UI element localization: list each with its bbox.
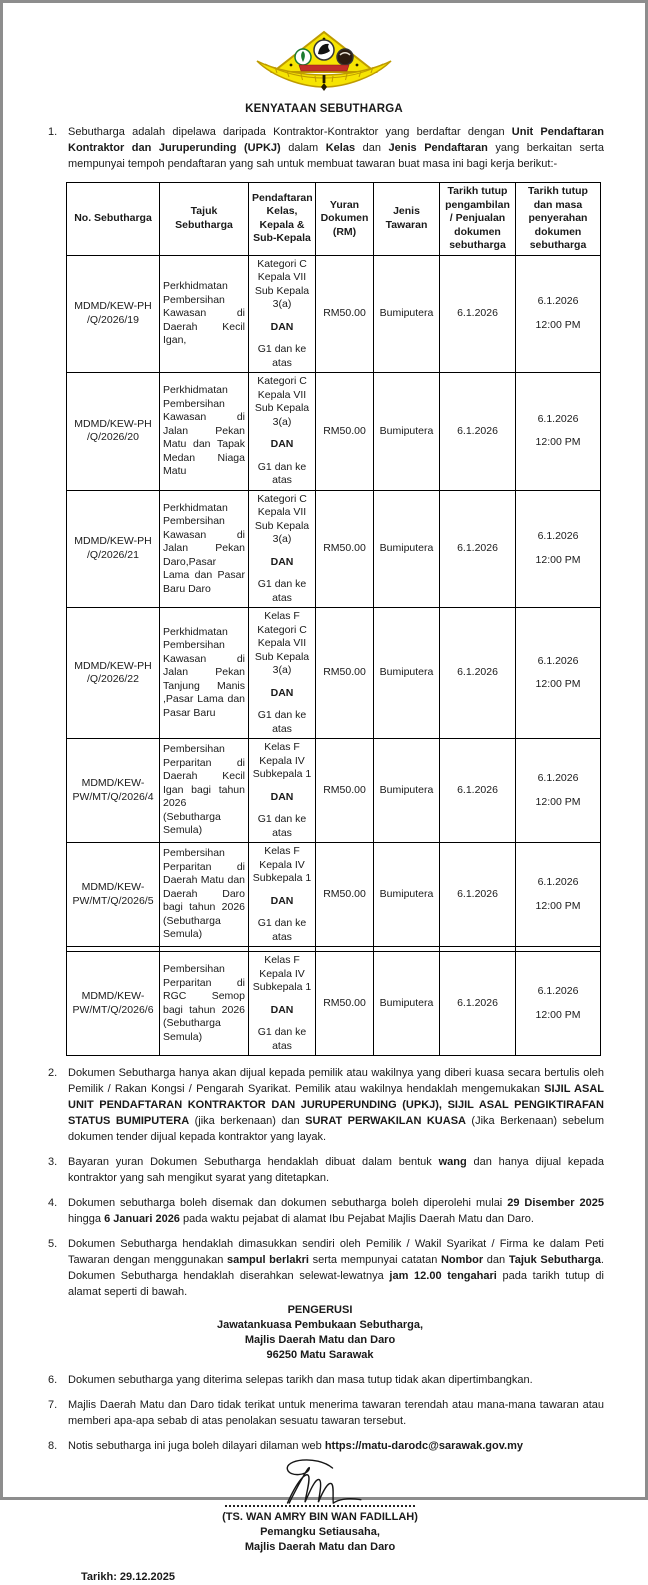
- column-header: Pendaftaran Kelas, Kepala & Sub-Kepala: [249, 183, 316, 256]
- signature-block: [65, 1458, 575, 1555]
- cell-tarikh-tutup: 6.1.2026: [440, 843, 516, 947]
- cell-yuran: RM50.00: [316, 952, 374, 1056]
- cell-yuran: RM50.00: [316, 739, 374, 843]
- paragraph-number: 3.: [48, 1156, 58, 1168]
- cell-yuran: RM50.00: [316, 608, 374, 739]
- table-row: [67, 373, 601, 491]
- paragraph-number: 4.: [48, 1197, 58, 1209]
- signatory-name: (TS. WAN AMRY BIN WAN FADILLAH): [222, 1511, 418, 1523]
- cell-penyerahan: 6.1.2026 12:00 PM: [516, 608, 601, 739]
- cell-pendaftaran: Kelas F Kepala IV Subkepala 1 DAN G1 dan ke atas: [249, 739, 316, 843]
- tender-table: [66, 182, 601, 1056]
- intro-paragraph: [48, 124, 604, 172]
- table-header-row: [67, 183, 601, 256]
- paragraph-number: 5.: [48, 1238, 58, 1250]
- paragraph-text: Sebutharga adalah dipelawa daripada Kontraktor-Kontraktor yang berdaftar dengan Unit Pendaftaran Kontraktor dan Juruperunding (UPKJ) dalam Kelas dan Jenis Pendaftaran yang berkaitan serta mempunyai tempoh pendaftaran yang sah untuk membuat tawaran buat masa ini bagi kerja berikut:-: [68, 126, 604, 170]
- cell-tajuk: Perkhidmatan Pembersihan Kawasan di Jalan Pekan Daro,Pasar Lama dan Pasar Baru Daro: [160, 490, 249, 608]
- paragraph-text: Notis sebutharga ini juga boleh dilayari dilaman web https://matu-darodc@sarawak.gov.my: [68, 1440, 524, 1452]
- paragraph-number: 8.: [48, 1440, 58, 1452]
- paragraph-number: 6.: [48, 1374, 58, 1386]
- note-item: [48, 1372, 604, 1388]
- cell-pendaftaran: Kelas F Kepala IV Subkepala 1 DAN G1 dan ke atas: [249, 952, 316, 1056]
- paragraph-text: Dokumen Sebutharga hendaklah dimasukkan sendiri oleh Pemilik / Wakil Syarikat / Firma ke dalam Peti Tawaran dengan menggunakan sampul berlakri serta mempunyai catatan Nombor dan Tajuk Sebutharga. Dokumen Sebutharga hendaklah diserahkan selewat-lewatnya jam 12.00 tengahari pada tarikh tutup di alamat seperti di bawah.: [68, 1238, 604, 1298]
- cell-pendaftaran: Kategori C Kepala VII Sub Kepala 3(a) DAN G1 dan ke atas: [249, 373, 316, 491]
- document-date: Tarikh: 29.12.2025: [81, 1571, 175, 1583]
- council-crest-logo: [255, 27, 393, 91]
- paragraph-number: 7.: [48, 1399, 58, 1411]
- cell-tajuk: Perkhidmatan Pembersihan Kawasan di Jalan Pekan Matu dan Tapak Medan Niaga Matu: [160, 373, 249, 491]
- column-header: Yuran Dokumen (RM): [316, 183, 374, 256]
- cell-no-sebutharga: MDMD/KEW-PH /Q/2026/22: [67, 608, 160, 739]
- cell-no-sebutharga: MDMD/KEW- PW/MT/Q/2026/6: [67, 952, 160, 1056]
- note-item: [48, 1154, 604, 1186]
- column-header: Jenis Tawaran: [374, 183, 440, 256]
- cell-jenis-tawaran: Bumiputera: [374, 608, 440, 739]
- cell-tajuk: Perkhidmatan Pembersihan Kawasan di Daerah Kecil Igan,: [160, 255, 249, 373]
- note-item: [48, 1195, 604, 1227]
- column-header: Tarikh tutup dan masa penyerahan dokumen sebutharga: [516, 183, 601, 256]
- cell-penyerahan: 6.1.2026 12:00 PM: [516, 255, 601, 373]
- address-block: [65, 1303, 575, 1363]
- document-body: [3, 124, 645, 1585]
- cell-tarikh-tutup: 6.1.2026: [440, 490, 516, 608]
- cell-pendaftaran: Kelas F Kategori C Kepala VII Sub Kepala 3(a) DAN G1 dan ke atas: [249, 608, 316, 739]
- paragraph-text: Dokumen sebutharga yang diterima selepas tarikh dan masa tutup tidak akan dipertimbangkan.: [68, 1374, 533, 1386]
- paragraph-number: 2.: [48, 1067, 58, 1079]
- table-row: [67, 490, 601, 608]
- cell-tarikh-tutup: 6.1.2026: [440, 373, 516, 491]
- page-title: KENYATAAN SEBUTHARGA: [245, 103, 403, 115]
- cell-yuran: RM50.00: [316, 373, 374, 491]
- cell-pendaftaran: Kategori C Kepala VII Sub Kepala 3(a) DAN G1 dan ke atas: [249, 255, 316, 373]
- cell-penyerahan: 6.1.2026 12:00 PM: [516, 843, 601, 947]
- cell-tajuk: Pembersihan Perparitan di RGC Semop bagi tahun 2026 (Sebutharga Semula): [160, 952, 249, 1056]
- cell-pendaftaran: Kelas F Kepala IV Subkepala 1 DAN G1 dan ke atas: [249, 843, 316, 947]
- cell-jenis-tawaran: Bumiputera: [374, 373, 440, 491]
- cell-tarikh-tutup: 6.1.2026: [440, 739, 516, 843]
- notes-section-a: [48, 1065, 604, 1300]
- paragraph-text: Majlis Daerah Matu dan Daro tidak terikat untuk menerima tawaran terendah atau mana-mana tawaran atau memberi apa-apa sebab di atas penolakan sesuatu tawaran tersebut.: [68, 1399, 604, 1427]
- cell-yuran: RM50.00: [316, 843, 374, 947]
- signature-dotted-line: [225, 1505, 415, 1507]
- note-item: [48, 1065, 604, 1145]
- notes-section-b: [48, 1372, 604, 1454]
- logo-container: [3, 27, 645, 91]
- address-line: Majlis Daerah Matu dan Daro: [244, 1334, 396, 1346]
- cell-no-sebutharga: MDMD/KEW-PH /Q/2026/21: [67, 490, 160, 608]
- address-line: 96250 Matu Sarawak: [266, 1349, 374, 1361]
- cell-no-sebutharga: MDMD/KEW-PH /Q/2026/19: [67, 255, 160, 373]
- cell-yuran: RM50.00: [316, 490, 374, 608]
- table-row: [67, 843, 601, 947]
- cell-jenis-tawaran: Bumiputera: [374, 490, 440, 608]
- cell-jenis-tawaran: Bumiputera: [374, 255, 440, 373]
- cell-pendaftaran: Kategori C Kepala VII Sub Kepala 3(a) DAN G1 dan ke atas: [249, 490, 316, 608]
- cell-no-sebutharga: MDMD/KEW- PW/MT/Q/2026/5: [67, 843, 160, 947]
- cell-penyerahan: 6.1.2026 12:00 PM: [516, 739, 601, 843]
- cell-tajuk: Perkhidmatan Pembersihan Kawasan di Jalan Pekan Tanjung Manis ,Pasar Lama dan Pasar Baru: [160, 608, 249, 739]
- address-line: Jawatankuasa Pembukaan Sebutharga,: [216, 1319, 424, 1331]
- cell-jenis-tawaran: Bumiputera: [374, 739, 440, 843]
- cell-jenis-tawaran: Bumiputera: [374, 843, 440, 947]
- cell-tarikh-tutup: 6.1.2026: [440, 608, 516, 739]
- signatory-organisation: Majlis Daerah Matu dan Daro: [244, 1541, 396, 1553]
- cell-tajuk: Pembersihan Perparitan di Daerah Kecil Igan bagi tahun 2026 (Sebutharga Semula): [160, 739, 249, 843]
- column-header: Tajuk Sebutharga: [160, 183, 249, 256]
- cell-penyerahan: 6.1.2026 12:00 PM: [516, 490, 601, 608]
- cell-tajuk: Pembersihan Perparitan di Daerah Matu dan Daerah Daro bagi tahun 2026 (Sebutharga Semula): [160, 843, 249, 947]
- cell-tarikh-tutup: 6.1.2026: [440, 255, 516, 373]
- address-line: PENGERUSI: [287, 1304, 353, 1316]
- cell-jenis-tawaran: Bumiputera: [374, 952, 440, 1056]
- note-item: [48, 1397, 604, 1429]
- signatory-role: Pemangku Setiausaha,: [260, 1526, 380, 1538]
- cell-penyerahan: 6.1.2026 12:00 PM: [516, 373, 601, 491]
- paragraph-number: 1.: [48, 126, 58, 138]
- cell-penyerahan: 6.1.2026 12:00 PM: [516, 952, 601, 1056]
- paragraph-text: Dokumen sebutharga boleh disemak dan dokumen sebutharga boleh diperolehi mulai 29 Disember 2025 hingga 6 Januari 2026 pada waktu pejabat di alamat Ibu Pejabat Majlis Daerah Matu dan Daro.: [68, 1197, 605, 1225]
- table-row: [67, 952, 601, 1056]
- column-header: Tarikh tutup pengambilan / Penjualan dokumen sebutharga: [440, 183, 516, 256]
- paragraph-text: Bayaran yuran Dokumen Sebutharga hendaklah dibuat dalam bentuk wang dan hanya dijual kepada kontraktor yang sah mengikut syarat yang ditetapkan.: [68, 1156, 604, 1184]
- cell-yuran: RM50.00: [316, 255, 374, 373]
- table-row: [67, 608, 601, 739]
- cell-no-sebutharga: MDMD/KEW- PW/MT/Q/2026/4: [67, 739, 160, 843]
- paragraph-text: Dokumen Sebutharga hanya akan dijual kepada pemilik atau wakilnya yang diberi kuasa secara bertulis oleh Pemilik / Rakan Kongsi / Pengarah Syarikat. Pemilik atau wakilnya hendaklah mengemukakan SIJIL ASAL UNIT PENDAFTARAN KONTRAKTOR DAN JURUPERUNDING (UPKJ), SIJIL ASAL PENGIKTIRAFAN STATUS BUMIPUTERA (jika berkenaan) dan SURAT PERWAKILAN KUASA (Jika Berkenaan) sebelum dokumen tender dijual kepada kontraktor yang layak.: [68, 1067, 605, 1143]
- note-item: [48, 1236, 604, 1300]
- column-header: No. Sebutharga: [67, 183, 160, 256]
- table-row: [67, 739, 601, 843]
- cell-no-sebutharga: MDMD/KEW-PH /Q/2026/20: [67, 373, 160, 491]
- note-item: [48, 1438, 604, 1454]
- table-row: [67, 255, 601, 373]
- cell-tarikh-tutup: 6.1.2026: [440, 952, 516, 1056]
- handwritten-signature-icon: [245, 1458, 395, 1508]
